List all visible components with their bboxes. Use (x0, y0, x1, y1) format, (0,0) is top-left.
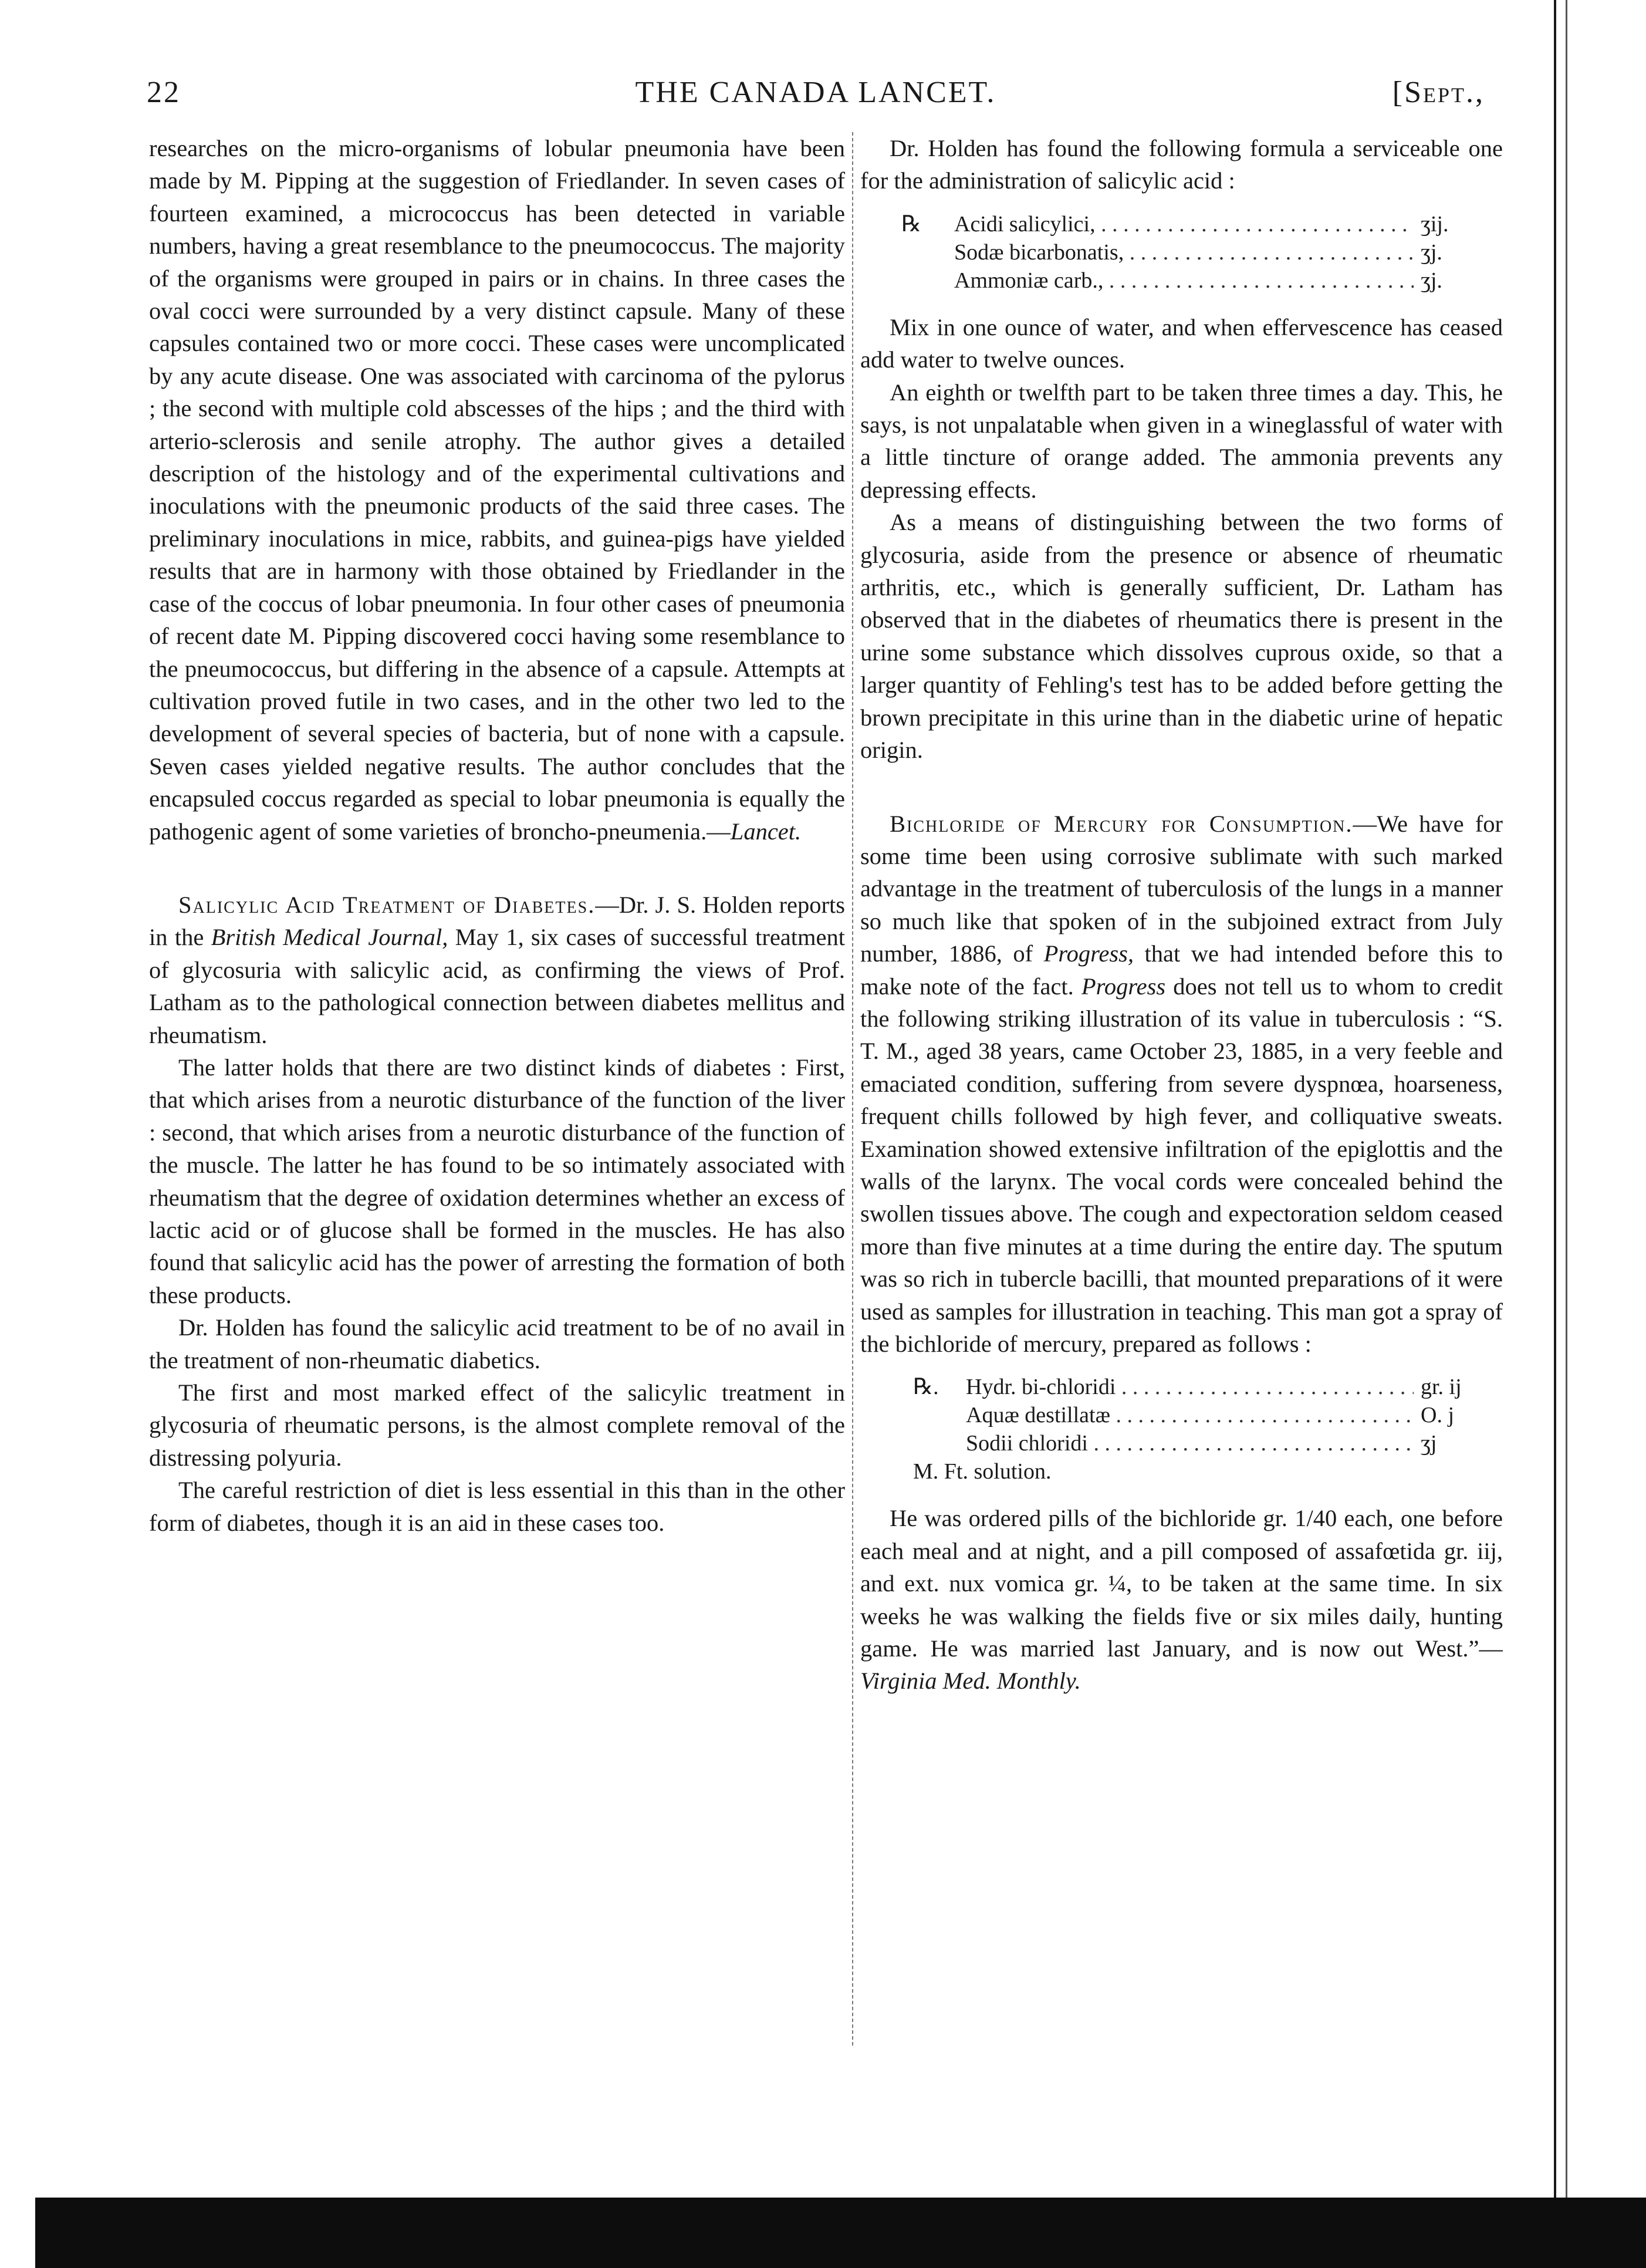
paragraph: Mix in one ounce of water, and when effervescence has ceased add water to twelve ounces. (860, 313, 1503, 373)
page-number: 22 (147, 76, 181, 109)
prescription-row: ℞ Acidi salicylici, . . . ʒij. (901, 210, 1503, 238)
prescription-bichloride (913, 1373, 1503, 1486)
prescription-row: Sodii chloridi . . . ʒj (913, 1429, 1503, 1457)
running-header (147, 75, 1485, 116)
pneumonia-article-continuation: researches on the micro-organisms of lobular pneumonia have been made by M. Pipping at the suggestion of Friedlander. In seven cases of fourteen examined, a micrococcus has been detected in variable numbers, having a great resemblance to the pneumococcus. The majority of the organisms were grouped in pairs or in chains. In three cases the oval cocci were surrounded by a very distinct capsule. Many of these capsules contained two or more cocci. These cases were uncomplicated by any acute disease. One was associated with carcinoma of the pylorus ; the second with multiple cold abscesses of the hips ; and the third with arterio-sclerosis and senile atrophy. The author gives a detailed description of the histology and of the experimental cultivations and inoculations with the pneumonic products of the said three cases. The preliminary inoculations in mice, rabbits, and guinea-pigs have yielded results that are in harmony with those obtained by Friedlander in the case of the coccus of lobar pneumonia. In four other cases of pneumonia of recent date M. Pipping discovered cocci having some resemblance to the pneumococcus, but differing in the absence of a capsule. Attempts at cultivation proved futile in two cases, and in the other two led to the development of several species of bacteria, but of none with a capsule. Seven cases yielded negative results. The author concludes that the encapsuled coccus regarded as special to lobar pneumonia is equally the pathogenic agent of some varieties of broncho-pneumenia.—Lancet. (149, 135, 845, 845)
issue-month: [Sept., (1392, 76, 1485, 109)
prescription-salicylic (901, 210, 1503, 295)
paragraph: The careful restriction of diet is less essential in this than in the other form of diabetes, though it is an aid in these cases too. (149, 1477, 845, 1536)
scan-bottom-shadow (35, 2198, 1646, 2268)
article-heading-bichloride: Bichloride of Mercury for Consumption. (890, 810, 1353, 837)
bichloride-article-conclusion: He was ordered pills of the bichloride gr. 1/40 each, one before each meal and at night, and a pill composed of assafœtida gr. iij, and ext. nux vomica gr. ¼, to be taken at the same time. In six weeks he was walking the fields five or six miles daily, hunting game. He was married last January, and is now out West.”—Virginia Med. Monthly. (860, 1505, 1503, 1695)
paragraph: As a means of distinguishing between the two forms of glycosuria, aside from the presence or absence of rheumatic arthritis, etc., which is generally sufficient, Dr. Latham has observed that in the diabetes of rheumatics there is present in the urine some substance which dissolves cuprous oxide, so that a larger quantity of Fehling's test has to be added before getting the brown precipitate in this urine than in the diabetic urine of hepatic origin. (860, 509, 1503, 764)
prescription-row: ℞. Hydr. bi-chloridi . . . gr. ij (913, 1373, 1503, 1401)
paragraph: An eighth or twelfth part to be taken three times a day. This, he says, is not unpalatable when given in a wineglassful of water with a little tincture of orange added. The ammonia prevents any depressing effects. (860, 379, 1503, 503)
salicylic-article-intro: Salicylic Acid Treatment of Diabetes.—Dr. J. S. Holden reports in the British Medical Journal, May 1, six cases of successful treatment of glycosuria with salicylic acid, as confirming the views of Prof. Latham as to the pathological connection between diabetes mellitus and rheumatism. (149, 891, 845, 1048)
recipe-symbol: ℞. (913, 1375, 939, 1400)
paragraph: Dr. Holden has found the following formula a serviceable one for the administration of salicylic acid : (860, 135, 1503, 194)
right-column (860, 132, 1503, 2116)
column-divider (852, 132, 853, 2046)
article-heading-salicylic: Salicylic Acid Treatment of Diabetes. (178, 891, 596, 918)
scan-edge-line (1566, 0, 1567, 2268)
journal-title: THE CANADA LANCET. (635, 76, 996, 109)
recipe-symbol: ℞ (901, 211, 922, 237)
prescription-row: Ammoniæ carb., . . . ʒj. (901, 266, 1503, 295)
prescription-row: Aquæ destillatæ . . . O. j (913, 1401, 1503, 1429)
source-citation: Virginia Med. Monthly. (860, 1668, 1081, 1695)
left-column (149, 132, 845, 2116)
prescription-directions: M. Ft. solution. (913, 1459, 1052, 1484)
paragraph: Dr. Holden has found the salicylic acid treatment to be of no avail in the treatment of non-rheumatic diabetics. (149, 1314, 845, 1373)
scan-edge-line (1554, 0, 1556, 2268)
paragraph: The first and most marked effect of the salicylic treatment in glycosuria of rheumatic persons, is the almost complete removal of the distressing polyuria. (149, 1379, 845, 1471)
prescription-row: Sodæ bicarbonatis, . . . ʒj. (901, 238, 1503, 266)
bichloride-article-intro: Bichloride of Mercury for Consumption.—We have for some time been using corrosive sublimate with such marked advantage in the treatment of tuberculosis of the lungs in a manner so much like that spoken of in the subjoined extract from July number, 1886, of Progress, that we had intended before this to make note of the fact. Progress does not tell us to whom to credit the following striking illustration of its value in tuberculosis : “S. T. M., aged 38 years, came October 23, 1885, in a very feeble and emaciated condition, suffering from severe dyspnœa, hoarseness, frequent chills followed by high fever, and colliquative sweats. Examination showed extensive infiltration of the epiglottis and the walls of the larynx. The vocal cords were concealed behind the swollen tissues above. The cough and expectoration seldom ceased more than five minutes at a time during the entire day. The sputum was so rich in tubercle bacilli, that mounted preparations of it were used as samples for illustration in teaching. This man got a spray of the bichloride of mercury, prepared as follows : (860, 810, 1503, 1357)
source-citation: Lancet. (730, 818, 802, 845)
paragraph: The latter holds that there are two distinct kinds of diabetes : First, that which arises from a neurotic disturbance of the function of the liver : second, that which arises from a neurotic disturbance of the function of the muscle. The latter he has found to be so intimately associated with rheumatism that the degree of oxidation determines whether an excess of lactic acid or of glucose shall be formed in the muscles. He has also found that salicylic acid has the power of arresting the formation of both these products. (149, 1054, 845, 1308)
